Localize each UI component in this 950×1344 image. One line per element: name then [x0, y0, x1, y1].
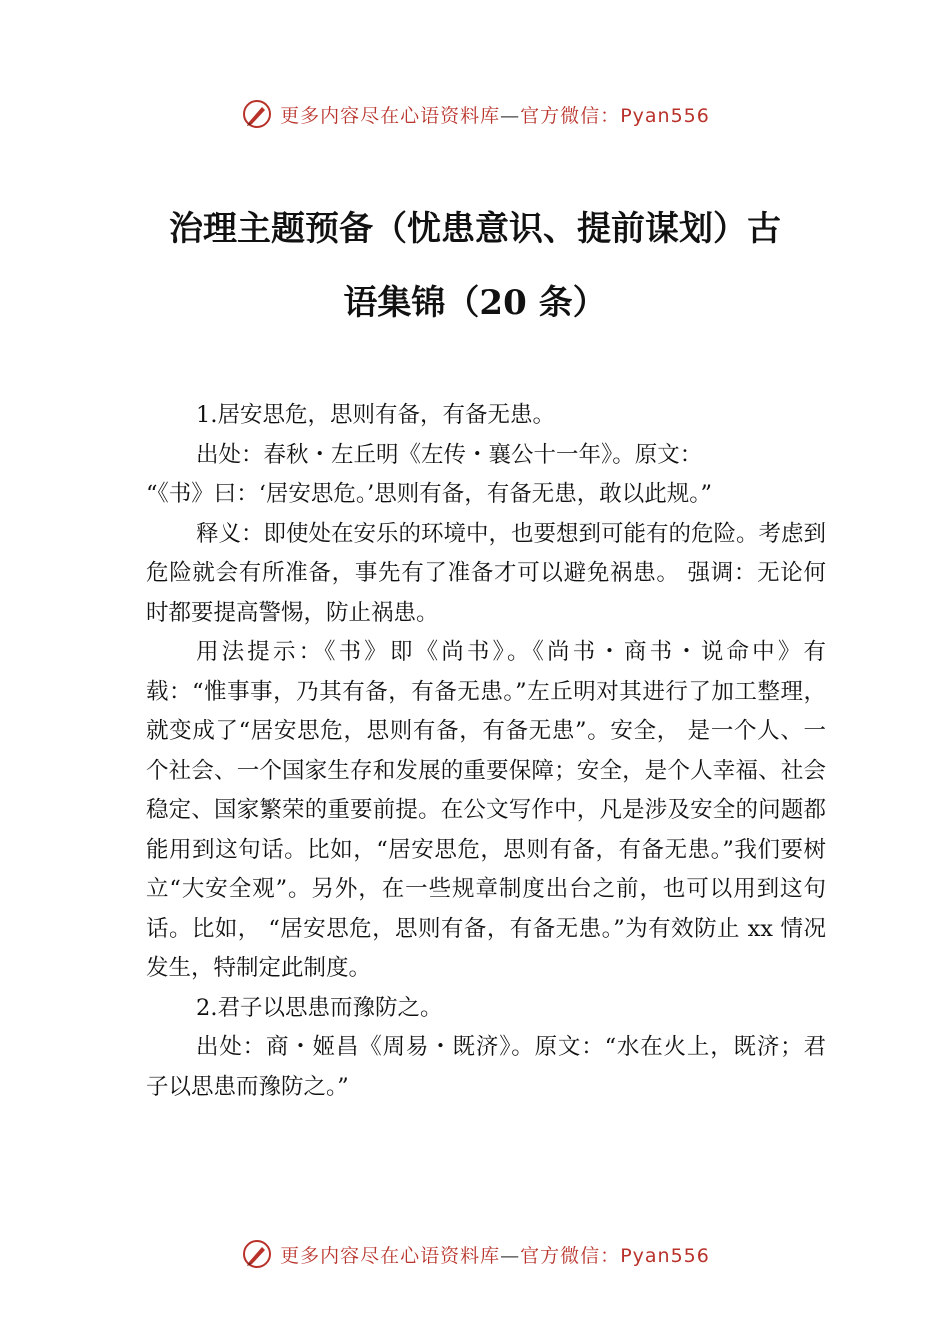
header-watermark	[0, 92, 950, 136]
item-2-heading: 2.君子以思患而豫防之。	[196, 994, 443, 1021]
pen-logo-icon	[240, 1237, 274, 1271]
item-1-source: 出处：春秋・左丘明《左传・襄公十一年》。原文：	[196, 441, 703, 468]
item-2-source: 出处：商・姬昌《周易・既济》。原文：“水在火上，既济；君子以思患而豫防之。”	[146, 1034, 826, 1100]
footer-watermark	[0, 1232, 950, 1276]
page-title-line-1: 治理主题预备（忧患意识、提前谋划）古	[169, 209, 781, 249]
item-1-heading: 1.居安思危，思则有备，有备无患。	[196, 402, 555, 428]
item-1-meaning: 释义：即使处在安乐的环境中，也要想到可能有的危险。考虑到危险就会有所准备，事先有了准备才可以避免祸患。 强调：无论何时都要提高警惕，防止祸患。	[146, 520, 827, 626]
page-title-line-2: 语集锦（20 条）	[343, 283, 607, 323]
item-1-quote: “《书》曰：‘居安思危。’思则有备，有备无患，敢以此规。”	[146, 481, 713, 507]
pen-logo-icon	[240, 97, 274, 131]
document-body	[146, 396, 826, 1107]
watermark-text: 更多内容尽在心语资料库—官方微信：Pyan556	[280, 1244, 710, 1267]
watermark-text: 更多内容尽在心语资料库—官方微信：Pyan556	[280, 104, 710, 127]
item-1-usage: 用法提示：《书》即《尚书》。《尚书・商书・说命中》有载：“惟事事，乃其有备，有备无患。”左丘明对其进行了加工整理，就变成了“居安思危，思则有备，有备无患”。安全， 是一个人、一个社会、一个国家生存和发展的重要保障；安全，是个人幸福、社会稳定、国家繁荣的重要前提。在公文写作中，凡是涉及安全的问题都能用到这句话。比如，“居安思危，思则有备，有备无患。”我们要树立“大安全观”。另外，在一些规章制度出台之前，也可以用到这句话。比如， “居安思危，思则有备，有备无患。”为有效防止 xx 情况发生，特制定此制度。	[146, 639, 826, 981]
